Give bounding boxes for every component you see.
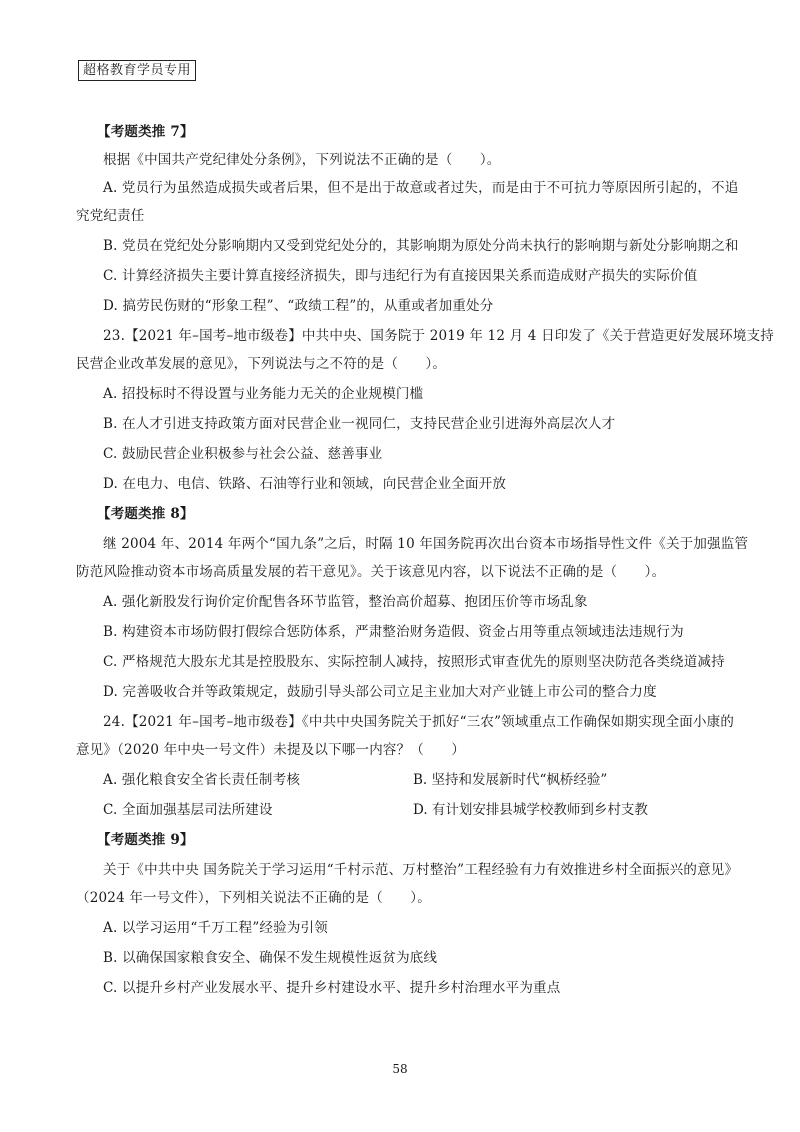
text-line: 究党纪责任 (76, 208, 145, 224)
text-line: 继 2004 年、2014 年两个“国九条”之后，时隔 10 年国务院再次出台资本市场指导性文件《关于加强监管 (103, 536, 749, 552)
option-right: B. 坚持和发展新时代“枫桥经验” (413, 772, 608, 788)
text-line: A. 强化新股发行询价定价配售各环节监管，整治高价超募、抱团压价等市场乱象 (103, 594, 588, 610)
text-line: C. 全面加强基层司法所建设 (103, 802, 273, 818)
text-line: B. 在人才引进支持政策方面对民营企业一视同仁，支持民营企业引进海外高层次人才 (103, 416, 616, 432)
section-heading: 【考题类推 8】 (97, 506, 194, 522)
text-line: （2024 年一号文件），下列相关说法不正确的是（ ）。 (76, 890, 431, 906)
text-line: 关于《中共中央 国务院关于学习运用“千村示范、万村整治”工程经验有力有效推进乡村全面振兴的意见》 (103, 862, 739, 878)
text-line: B. 构建资本市场防假打假综合惩防体系，严肃整治财务造假、资金占用等重点领域违法违规行为 (103, 624, 684, 640)
text-line: 根据《中国共产党纪律处分条例》，下列说法不正确的是（ ）。 (103, 152, 501, 168)
page-number: 58 (392, 1062, 408, 1076)
text-line: C. 计算经济损失主要计算直接经济损失，即与违纪行为有直接因果关系而造成财产损失的实际价值 (103, 268, 698, 284)
option-right: D. 有计划安排县城学校教师到乡村支教 (413, 802, 648, 818)
text-line: 23.【2021 年–国考–地市级卷】中共中央、国务院于 2019 年 12 月 4 日印发了《关于营造更好发展环境支持 (103, 328, 774, 344)
header-tag: 超格教育学员专用 (78, 60, 196, 81)
text-line: A. 党员行为虽然造成损失或者后果，但不是出于故意或者过失，而是由于不可抗力等原因所引起的，不追 (103, 180, 739, 196)
text-line: D. 在电力、电信、铁路、石油等行业和领域，向民营企业全面开放 (103, 476, 507, 492)
text-line: B. 党员在党纪处分影响期内又受到党纪处分的，其影响期为原处分尚未执行的影响期与新处分影响期之和 (103, 238, 739, 254)
text-line: 民营企业改革发展的意见》，下列说法与之不符的是（ ）。 (76, 356, 447, 372)
text-line: A. 强化粮食安全省长责任制考核 (103, 772, 301, 788)
text-line: 防范风险推动资本市场高质量发展的若干意见》。关于该意见内容，以下说法不正确的是（ ）。 (76, 564, 666, 580)
text-line: D. 完善吸收合并等政策规定，鼓励引导头部公司立足主业加大对产业链上市公司的整合力度 (103, 684, 657, 700)
text-line: B. 以确保国家粮食安全、确保不发生规模性返贫为底线 (103, 950, 438, 966)
text-line: 24.【2021 年–国考–地市级卷】《中共中央国务院关于抓好“三农”领域重点工作确保如期实现全面小康的 (103, 714, 735, 730)
section-heading: 【考题类推 9】 (97, 832, 194, 848)
section-heading: 【考题类推 7】 (97, 124, 194, 140)
text-line: 意见》（2020 年中央一号文件）未提及以下哪一内容？（ ） (76, 742, 466, 758)
text-line: C. 严格规范大股东尤其是控股股东、实际控制人减持，按照形式审查优先的原则坚决防范各类绕道减持 (103, 654, 725, 670)
text-line: C. 鼓励民营企业积极参与社会公益、慈善事业 (103, 446, 383, 462)
text-line: A. 以学习运用“千万工程”经验为引领 (103, 920, 328, 936)
text-line: A. 招投标时不得设置与业务能力无关的企业规模门槛 (103, 386, 424, 402)
text-line: D. 搞劳民伤财的“形象工程”、“政绩工程”的，从重或者加重处分 (103, 298, 494, 314)
text-line: C. 以提升乡村产业发展水平、提升乡村建设水平、提升乡村治理水平为重点 (103, 980, 561, 996)
